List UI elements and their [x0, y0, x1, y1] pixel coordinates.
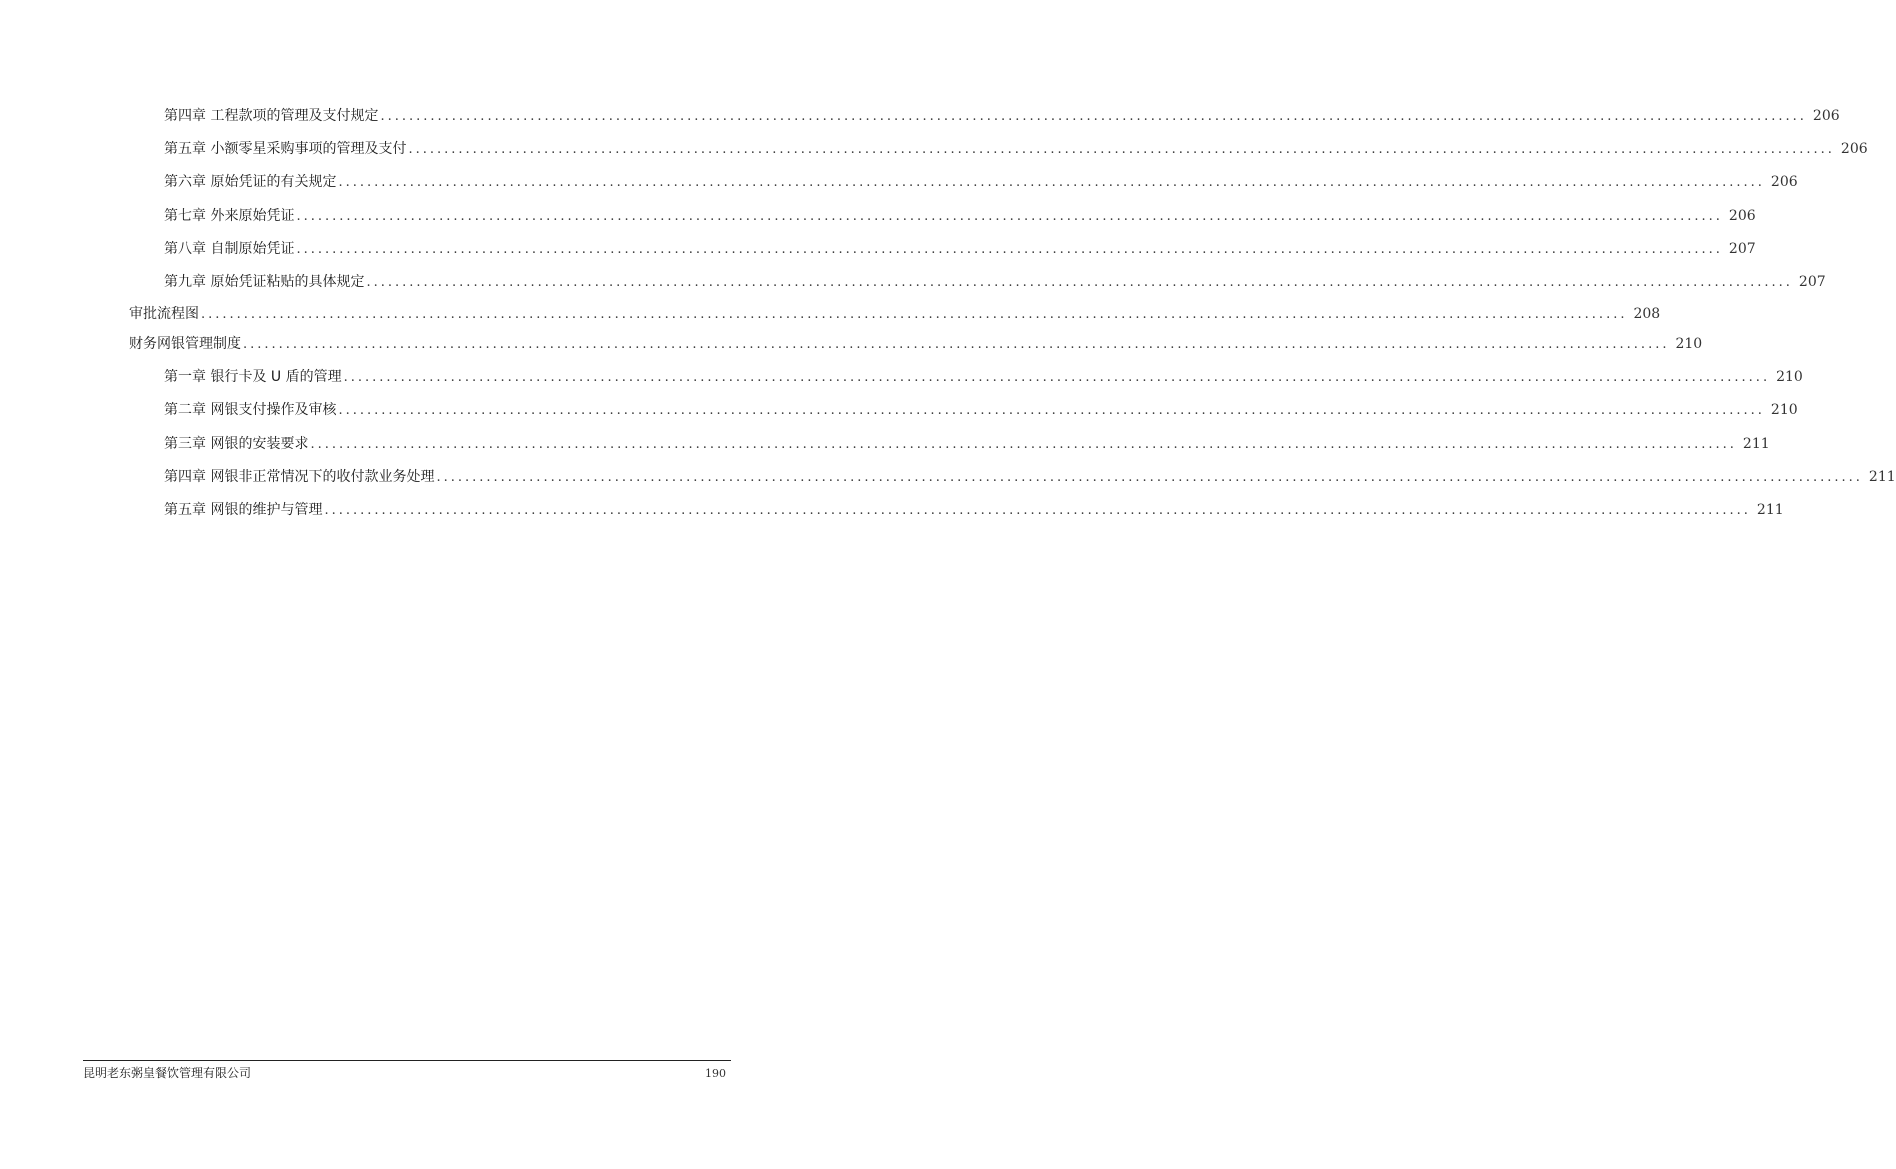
toc-entry-title: 第五章 小额零星采购事项的管理及支付 — [164, 141, 407, 157]
toc-entry[interactable] — [164, 238, 1756, 260]
toc-dot-leader: ........................................................................................................................................................................................................ — [296, 242, 1723, 257]
toc-entry[interactable] — [164, 171, 1798, 193]
toc-entry-page-number: 206 — [1812, 108, 1840, 124]
toc-entry-page-number: 206 — [1840, 141, 1868, 157]
toc-dot-leader: ........................................................................................................................................................................................................ — [366, 275, 1793, 290]
toc-entry-title: 第三章 网银的安装要求 — [164, 436, 309, 452]
toc-entry-page-number: 211 — [1868, 469, 1896, 485]
toc-entry[interactable] — [164, 105, 1840, 127]
toc-entry-page-number: 208 — [1633, 306, 1661, 322]
footer-page-number: 190 — [705, 1067, 726, 1080]
toc-entry-title: 第二章 网银支付操作及审核 — [164, 402, 337, 418]
footer-divider — [83, 1060, 731, 1061]
toc-dot-leader: ........................................................................................................................................................................................................ — [408, 142, 1835, 157]
toc-entry-page-number: 206 — [1728, 208, 1756, 224]
toc-dot-leader: ........................................................................................................................................................................................................ — [343, 370, 1771, 385]
toc-entry-page-number: 210 — [1770, 402, 1798, 418]
toc-dot-leader: ........................................................................................................................................................................................................ — [310, 437, 1737, 452]
toc-entry[interactable] — [129, 333, 1703, 355]
toc-entry[interactable] — [164, 271, 1826, 293]
toc-entry-page-number: 206 — [1770, 174, 1798, 190]
footer-company-name: 昆明老东粥皇餐饮管理有限公司 — [83, 1066, 252, 1080]
toc-entry-title: 第九章 原始凭证粘贴的具体规定 — [164, 274, 365, 290]
toc-entry-page-number: 210 — [1675, 336, 1703, 352]
toc-entry-title: 第八章 自制原始凭证 — [164, 241, 295, 257]
toc-entry-title: 第四章 工程款项的管理及支付规定 — [164, 108, 379, 124]
toc-entry-page-number: 207 — [1728, 241, 1756, 257]
toc-entry[interactable] — [129, 303, 1661, 325]
toc-entry-title: 第四章 网银非正常情况下的收付款业务处理 — [164, 469, 435, 485]
toc-entry-page-number: 211 — [1742, 436, 1770, 452]
toc-dot-leader: ........................................................................................................................................................................................................ — [380, 109, 1807, 124]
toc-entry-page-number: 207 — [1798, 274, 1826, 290]
toc-entry[interactable] — [164, 366, 1803, 388]
toc-entry-title: 第一章 银行卡及 U 盾的管理 — [164, 369, 342, 385]
toc-dot-leader: ........................................................................................................................................................................................................ — [338, 403, 1765, 418]
toc-dot-leader: ........................................................................................................................................................................................................ — [201, 307, 1628, 322]
toc-dot-leader: ........................................................................................................................................................................................................ — [296, 209, 1723, 224]
toc-entry-page-number: 210 — [1776, 369, 1803, 385]
toc-entry-title: 第七章 外来原始凭证 — [164, 208, 295, 224]
toc-entry[interactable] — [164, 466, 1896, 488]
toc-entry-page-number: 211 — [1756, 502, 1784, 518]
toc-entry-title: 第六章 原始凭证的有关规定 — [164, 174, 337, 190]
toc-entry[interactable] — [164, 399, 1798, 421]
toc-entry[interactable] — [164, 433, 1770, 455]
toc-entry-title: 第五章 网银的维护与管理 — [164, 502, 323, 518]
toc-entry[interactable] — [164, 499, 1784, 521]
toc-dot-leader: ........................................................................................................................................................................................................ — [338, 175, 1765, 190]
toc-entry-title: 财务网银管理制度 — [129, 336, 241, 352]
toc-dot-leader: ........................................................................................................................................................................................................ — [436, 470, 1863, 485]
toc-dot-leader: ........................................................................................................................................................................................................ — [243, 337, 1670, 352]
toc-entry[interactable] — [164, 138, 1868, 160]
toc-entry-title: 审批流程图 — [129, 306, 199, 322]
toc-dot-leader: ........................................................................................................................................................................................................ — [324, 503, 1751, 518]
toc-entry[interactable] — [164, 205, 1756, 227]
